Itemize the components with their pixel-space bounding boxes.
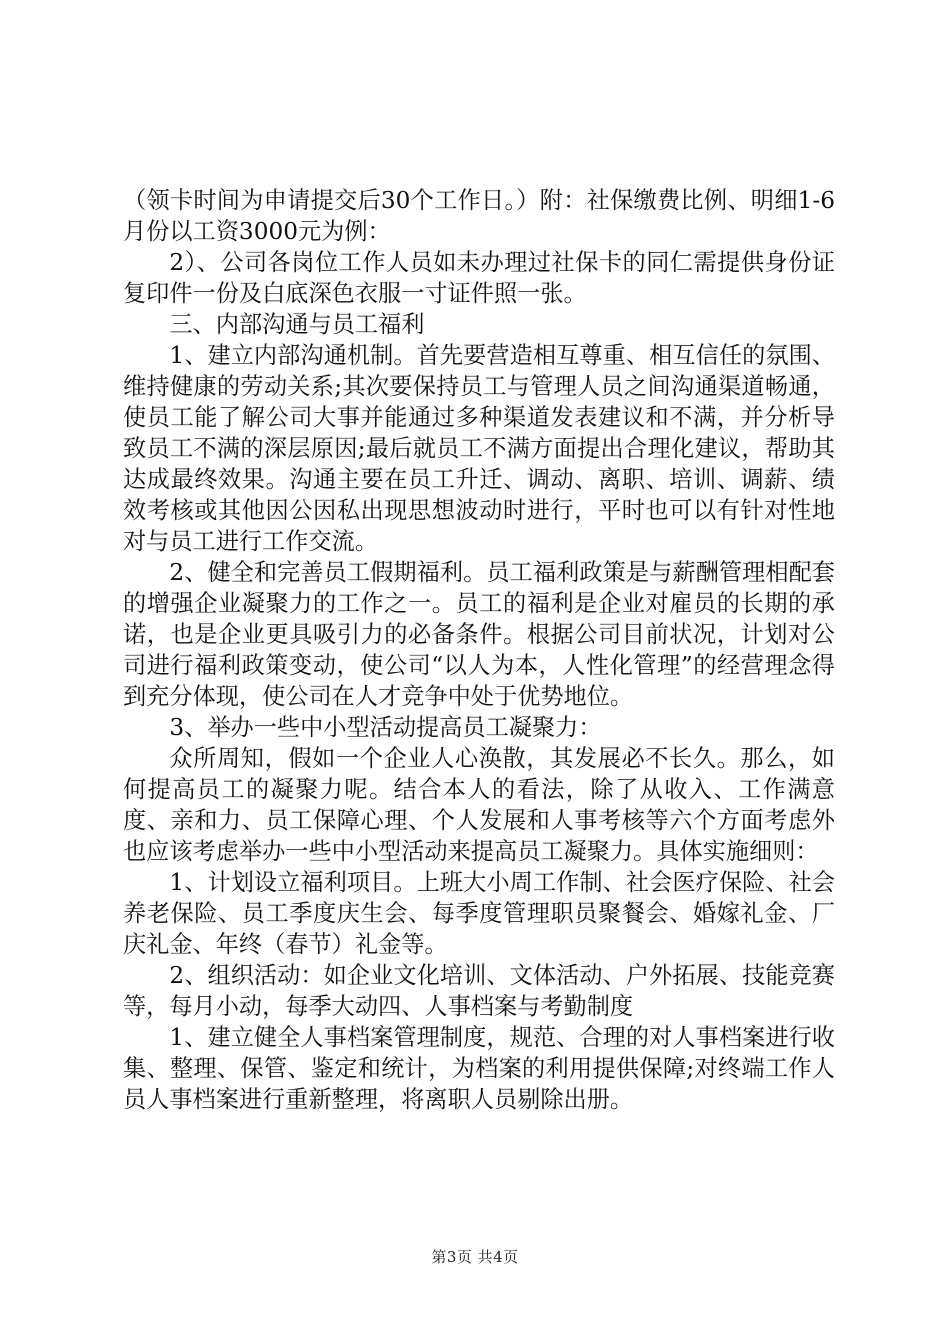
paragraph-organize-activities: 2、组织活动：如企业文化培训、文体活动、户外拓展、技能竞赛等，每月小动，每季大动四、人事档案与考勤制度 (123, 962, 835, 1020)
paragraph-cohesion: 众所周知，假如一个企业人心涣散，其发展必不长久。那么，如何提高员工的凝聚力呢。结合本人的看法，除了从收入、工作满意度、亲和力、员工保障心理、个人发展和人事考核等六个方面考虑外也应该考虑举办一些中小型活动来提高员工凝聚力。具体实施细则： (123, 745, 835, 865)
paragraph-2: 2）、公司各岗位工作人员如未办理过社保卡的同仁需提供身份证复印件一份及白底深色衣服一寸证件照一张。 (123, 249, 835, 307)
paragraph-1: （领卡时间为申请提交后30个工作日。）附：社保缴费比例、明细1-6月份以工资3000元为例： (123, 187, 835, 245)
paragraph-welfare-items: 1、计划设立福利项目。上班大小周工作制、社会医疗保险、社会养老保险、员工季度庆生会、每季度管理职员聚餐会、婚嫁礼金、厂庆礼金、年终（春节）礼金等。 (123, 869, 835, 958)
document-body (123, 185, 835, 1115)
section-heading-internal-communication: 三、内部沟通与员工福利 (169, 311, 425, 338)
paragraph-activities-heading: 3、举办一些中小型活动提高员工凝聚力： (169, 714, 602, 741)
paragraph-holiday-welfare: 2、健全和完善员工假期福利。员工福利政策是与薪酬管理相配套的增强企业凝聚力的工作之一。员工的福利是企业对雇员的长期的承诺，也是企业更具吸引力的必备条件。根据公司目前状况，计划对公司进行福利政策变动，使公司“以人为本，人性化管理”的经营理念得到充分体现，使公司在人才竞争中处于优势地位。 (123, 559, 835, 710)
page-number-footer: 第3页 共4页 (431, 1248, 519, 1266)
paragraph-personnel-files: 1、建立健全人事档案管理制度，规范、合理的对人事档案进行收集、整理、保管、鉴定和统计，为档案的利用提供保障;对终端工作人员人事档案进行重新整理，将离职人员剔除出册。 (123, 1024, 835, 1113)
paragraph-communication-mechanism: 1、建立内部沟通机制。首先要营造相互尊重、相互信任的氛围、维持健康的劳动关系;其次要保持员工与管理人员之间沟通渠道畅通，使员工能了解公司大事并能通过多种渠道发表建议和不满，并分析导致员工不满的深层原因;最后就员工不满方面提出合理化建议，帮助其达成最终效果。沟通主要在员工升迁、调动、离职、培训、调薪、绩效考核或其他因公因私出现思想波动时进行，平时也可以有针对性地对与员工进行工作交流。 (123, 342, 835, 555)
